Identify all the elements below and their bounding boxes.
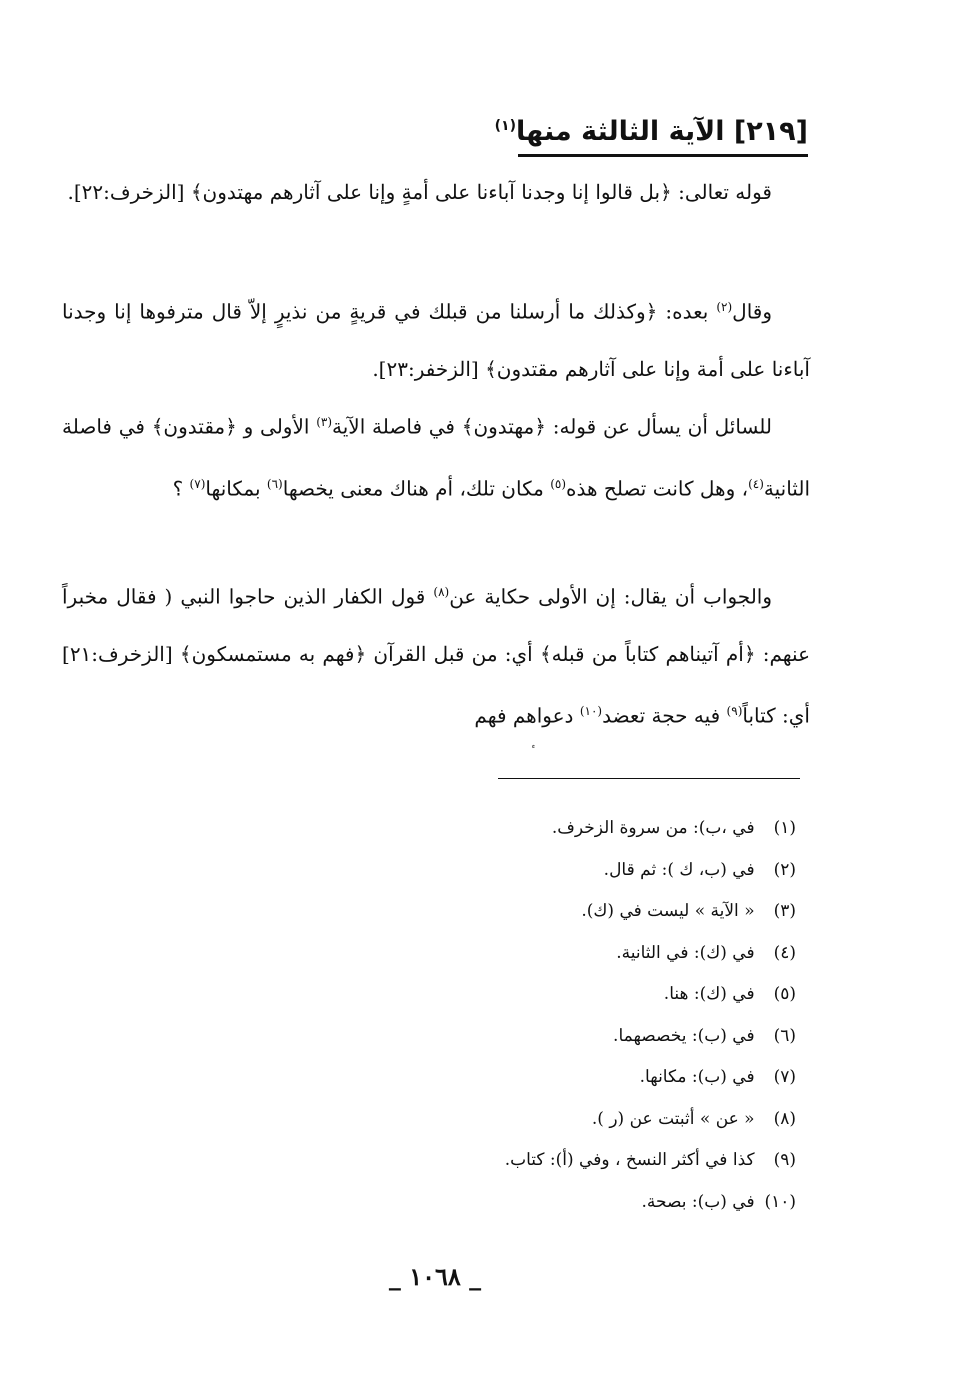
footnote-ref: (٤) bbox=[748, 476, 764, 491]
paragraph-verse-23 bbox=[62, 279, 810, 398]
footnote-text: في (ك): في الثانية. bbox=[616, 942, 755, 963]
footnote-ref: (٧) bbox=[189, 476, 206, 491]
footnote-number: (٥) bbox=[773, 984, 796, 1004]
paragraph-question bbox=[62, 394, 810, 517]
footnote-item bbox=[376, 933, 796, 975]
paragraph-text: قول الكفار الذين حاجوا النبي ( فقال مخبراً عنهم: ﴿أم آتيناهم كتاباً من قبله﴾ أي: من قبل القرآن ﴿فهم به مستمسكون﴾ [الزخرف:٢١] أي: كتاباً bbox=[62, 584, 810, 728]
footnote-item bbox=[376, 1140, 796, 1182]
footnote-text: كذا في أكثر النسخ ، وفي (أ): كتاب. bbox=[504, 1150, 755, 1170]
paragraph-lead: وقال bbox=[732, 299, 772, 324]
footnote-number: (١) bbox=[773, 818, 796, 838]
footnote-ref: (٣) bbox=[316, 415, 333, 429]
footnote-number: (٩) bbox=[773, 1150, 796, 1170]
footnote-separator bbox=[498, 778, 800, 779]
footnote-ref: (٢) bbox=[716, 300, 733, 314]
footnote-item bbox=[376, 891, 796, 933]
footnote-text: « الآية » ليست في (ك). bbox=[581, 901, 755, 921]
section-title: الآية الثالثة منها bbox=[515, 116, 725, 147]
footnote-text: « عن » أثبتت عن (ر ). bbox=[591, 1108, 755, 1129]
paragraph-answer bbox=[62, 564, 810, 744]
footnote-text: في (ب): بصحة. bbox=[641, 1191, 755, 1212]
paragraph-text: ، وهل كانت تصلح هذه bbox=[566, 476, 749, 501]
footnote-item bbox=[376, 1182, 796, 1224]
footnote-item bbox=[376, 974, 796, 1016]
paragraph-text: دعواهم فهم bbox=[474, 703, 574, 728]
footnote-item bbox=[376, 808, 796, 850]
paragraph-text: ﴿بل قالوا إنا وجدنا آباءنا على أمةٍ وإنا على آثارهم مهتدون﴾ [الزخرف:٢٢]. bbox=[67, 180, 672, 204]
footnote-ref: (١٠) bbox=[579, 703, 603, 718]
footnote-ref: (٨) bbox=[433, 585, 450, 599]
footnote-list bbox=[376, 808, 796, 1223]
footnote-text: في ،ب): من سروة الزخرف. bbox=[551, 818, 755, 838]
footnote-ref: (٩) bbox=[726, 703, 743, 718]
paragraph-verse-22 bbox=[62, 164, 810, 221]
footnote-ref: (١) bbox=[494, 118, 516, 134]
footnote-text: في (ب، ك ): ثم قال. bbox=[603, 859, 755, 880]
footnote-number: (٢) bbox=[773, 859, 796, 880]
footnote-number: (٨) bbox=[773, 1108, 796, 1129]
paragraph-lead: قوله تعالى: bbox=[678, 180, 772, 204]
footnote-item bbox=[376, 850, 796, 892]
footnote-number: (٧) bbox=[773, 1067, 796, 1087]
section-heading bbox=[495, 104, 808, 154]
footnote-item bbox=[376, 1099, 796, 1141]
footnote-text: في (ك): هنا. bbox=[663, 984, 755, 1004]
footnote-ref: (٥) bbox=[550, 476, 567, 491]
heading-underline bbox=[518, 154, 808, 157]
paragraph-text: والجواب أن يقال: إن الأولى حكاية عن bbox=[449, 584, 772, 609]
paragraph-text: للسائل أن يسأل عن قوله: ﴿مهتدون﴾ في فاصلة الآية bbox=[332, 414, 772, 439]
footnote-ref: (٦) bbox=[266, 476, 283, 491]
paragraph-text: بمكانها bbox=[205, 476, 261, 501]
page-number: _ ١٠٦٨ _ bbox=[388, 1262, 482, 1291]
footnote-item bbox=[376, 1057, 796, 1099]
footnote-number: (٤) bbox=[773, 942, 796, 963]
footnote-item bbox=[376, 1016, 796, 1058]
paragraph-text: ؟ bbox=[172, 476, 184, 501]
section-number: [٢١٩] bbox=[733, 116, 808, 147]
paragraph-text: بعده: ﴿وكذلك ما أرسلنا من قبلك في قريةٍ من نذيرٍ إلاّ قال مترفوها إنا وجدنا آباءنا على أمة وإنا على آثارهم مقتدون﴾ [الزخفر:٢٣]. bbox=[62, 299, 810, 381]
paragraph-text: فيه حجة تعضد bbox=[602, 703, 721, 728]
footnote-text: في (ب): مكانها. bbox=[639, 1067, 755, 1087]
footnote-text: في (ب): يخصصهما. bbox=[613, 1025, 755, 1046]
paragraph-text: مكان تلك، أم هناك معنى يخصها bbox=[282, 476, 544, 501]
paragraph-text: الأولى و ﴿مقتدون﴾ في فاصلة الثانية bbox=[62, 414, 810, 501]
footnote-number: (١٠) bbox=[764, 1191, 796, 1212]
footnote-number: (٦) bbox=[773, 1025, 796, 1046]
footnote-number: (٣) bbox=[773, 901, 796, 921]
